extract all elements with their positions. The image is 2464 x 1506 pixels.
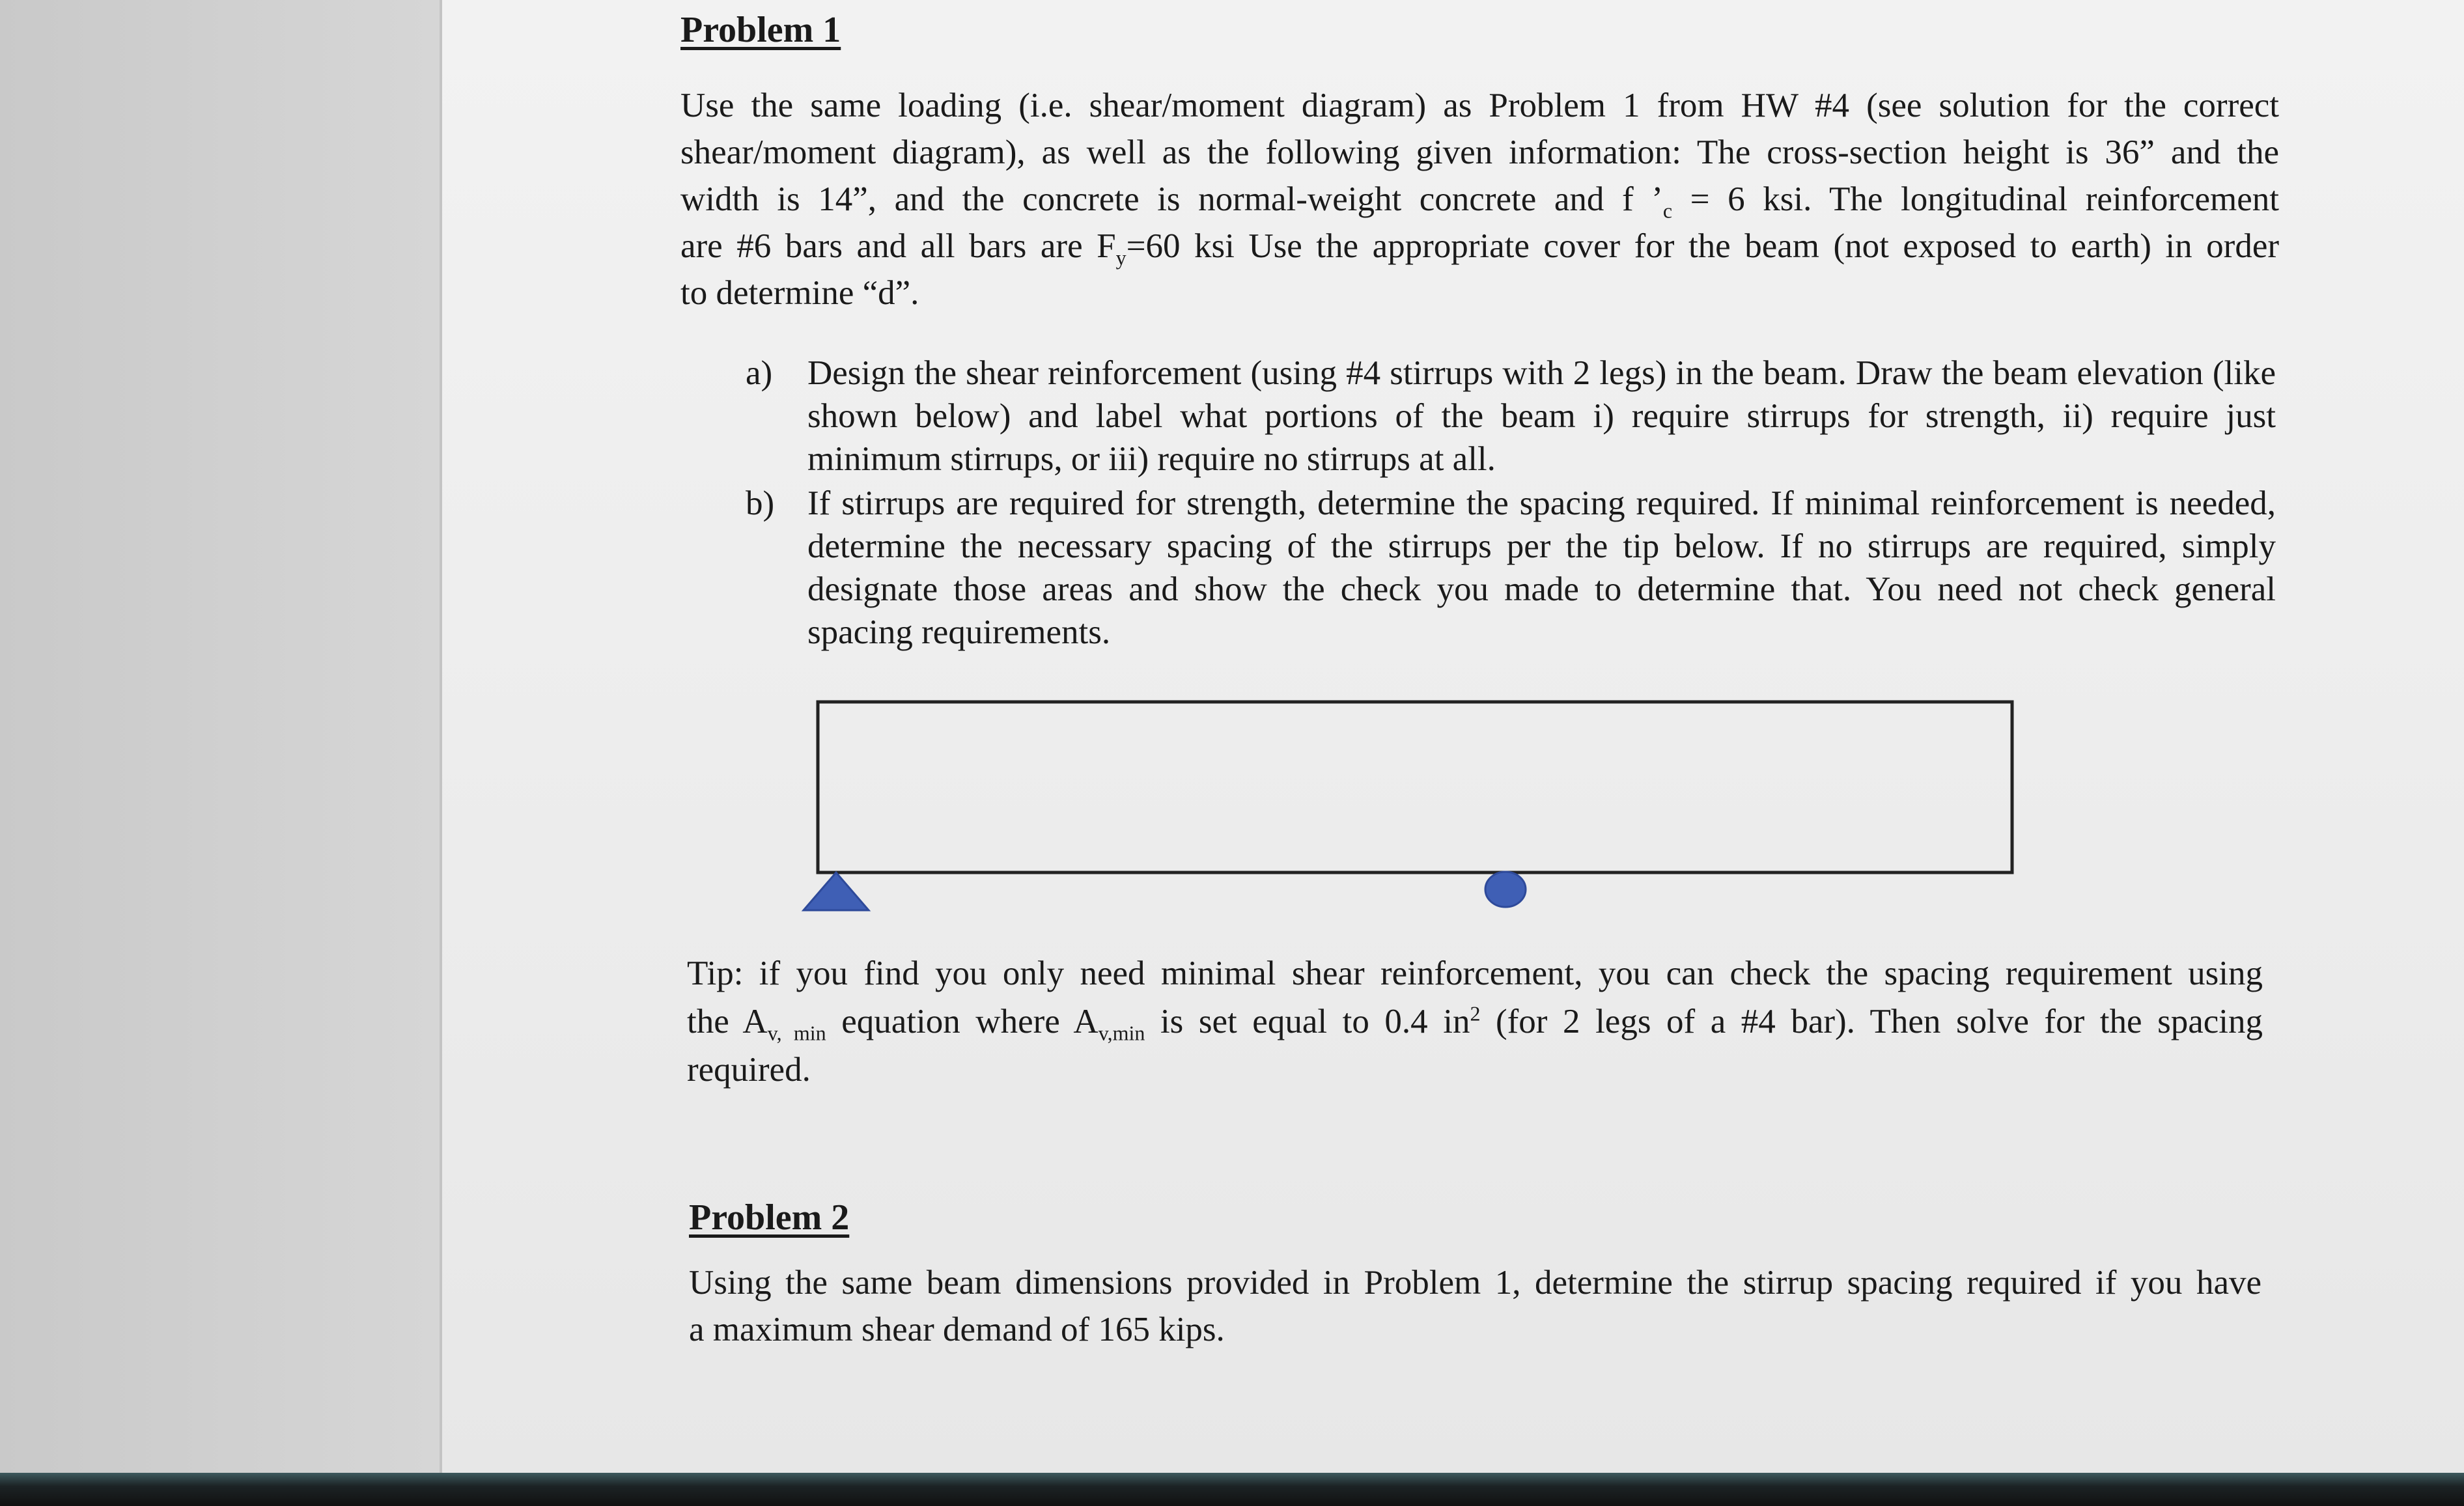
intro-line-4-a: are #6 bars and all bars are F	[680, 227, 1116, 265]
intro-line-3-a: width is 14”, and the concrete is normal-weight concrete and f ’	[680, 180, 1663, 218]
intro-line-3-b: = 6 ksi. The longitudinal reinforcement	[1672, 180, 2279, 218]
intro-line-2: shear/moment diagram), as well as the following given information: The cross-section height is 36” and the	[680, 133, 2279, 171]
intro-line-3	[680, 180, 2279, 227]
problem2-paragraph	[689, 1263, 2261, 1357]
tip-end: (for 2 legs of a #4 bar). Then solve for the spacing	[1480, 1003, 2263, 1040]
tip-the-a: the A	[687, 1003, 768, 1040]
intro-line-4-b: =60 ksi Use the appropriate cover for the beam (not exposed to earth) in order	[1126, 227, 2279, 265]
problem2-line-1: Using the same beam dimensions provided in Problem 1, determine the stirrup spacing required if you have	[689, 1264, 2261, 1302]
tip-rest: is set equal to 0.4 in	[1145, 1003, 1470, 1040]
item-b-text: If stirrups are required for strength, determine the spacing required. If minimal reinforcement is needed, determine the necessary spacing of the stirrups per the tip below. If no stirrups are required, simply designate those areas and show the check you made to determine that. You need not check general spacing requirements.	[807, 484, 2276, 651]
problem2-heading: Problem 2	[689, 1197, 850, 1238]
item-a-text: Design the shear reinforcement (using #4 stirrups with 2 legs) in the beam. Draw the beam elevation (like shown below) and label what portions of the beam i) require stirrups for strength, ii) require just minimum stirrups, or iii) require no stirrups at all.	[807, 354, 2276, 478]
problem1-heading: Problem 1	[680, 10, 841, 50]
tip-mid: equation where A	[826, 1003, 1099, 1040]
intro-line-5: to determine “d”.	[680, 274, 919, 312]
problem2-line-2: a maximum shear demand of 165 kips.	[689, 1311, 1225, 1348]
fc-subscript: c	[1662, 199, 1673, 223]
item-a	[746, 352, 2276, 481]
in-squared-superscript: 2	[1470, 1001, 1481, 1025]
beam-elevation-diagram	[794, 690, 2032, 912]
tip-line-1: Tip: if you find you only need minimal shear reinforcement, you can check the spacing requirement using	[687, 955, 2263, 992]
av-min-subscript-2: v,min	[1098, 1021, 1145, 1045]
fy-subscript: y	[1115, 245, 1127, 270]
left-margin-panel	[0, 0, 440, 1473]
item-b	[746, 482, 2276, 654]
av-min-subscript: v, min	[767, 1021, 826, 1045]
roller-support-circle	[1485, 872, 1526, 907]
tip-line-3: required.	[687, 1051, 811, 1089]
screen-bottom-bezel	[0, 1473, 2464, 1506]
intro-line-4	[680, 227, 2279, 273]
item-b-label: b)	[746, 484, 775, 522]
problem1-intro	[680, 86, 2279, 320]
tip-line-2	[687, 1002, 2263, 1050]
pin-support-triangle	[804, 872, 869, 910]
beam-rectangle	[818, 702, 2012, 872]
tip-paragraph	[687, 954, 2263, 1098]
intro-line-1: Use the same loading (i.e. shear/moment diagram) as Problem 1 from HW #4 (see solution for the correct	[680, 87, 2279, 124]
item-a-label: a)	[746, 354, 773, 392]
